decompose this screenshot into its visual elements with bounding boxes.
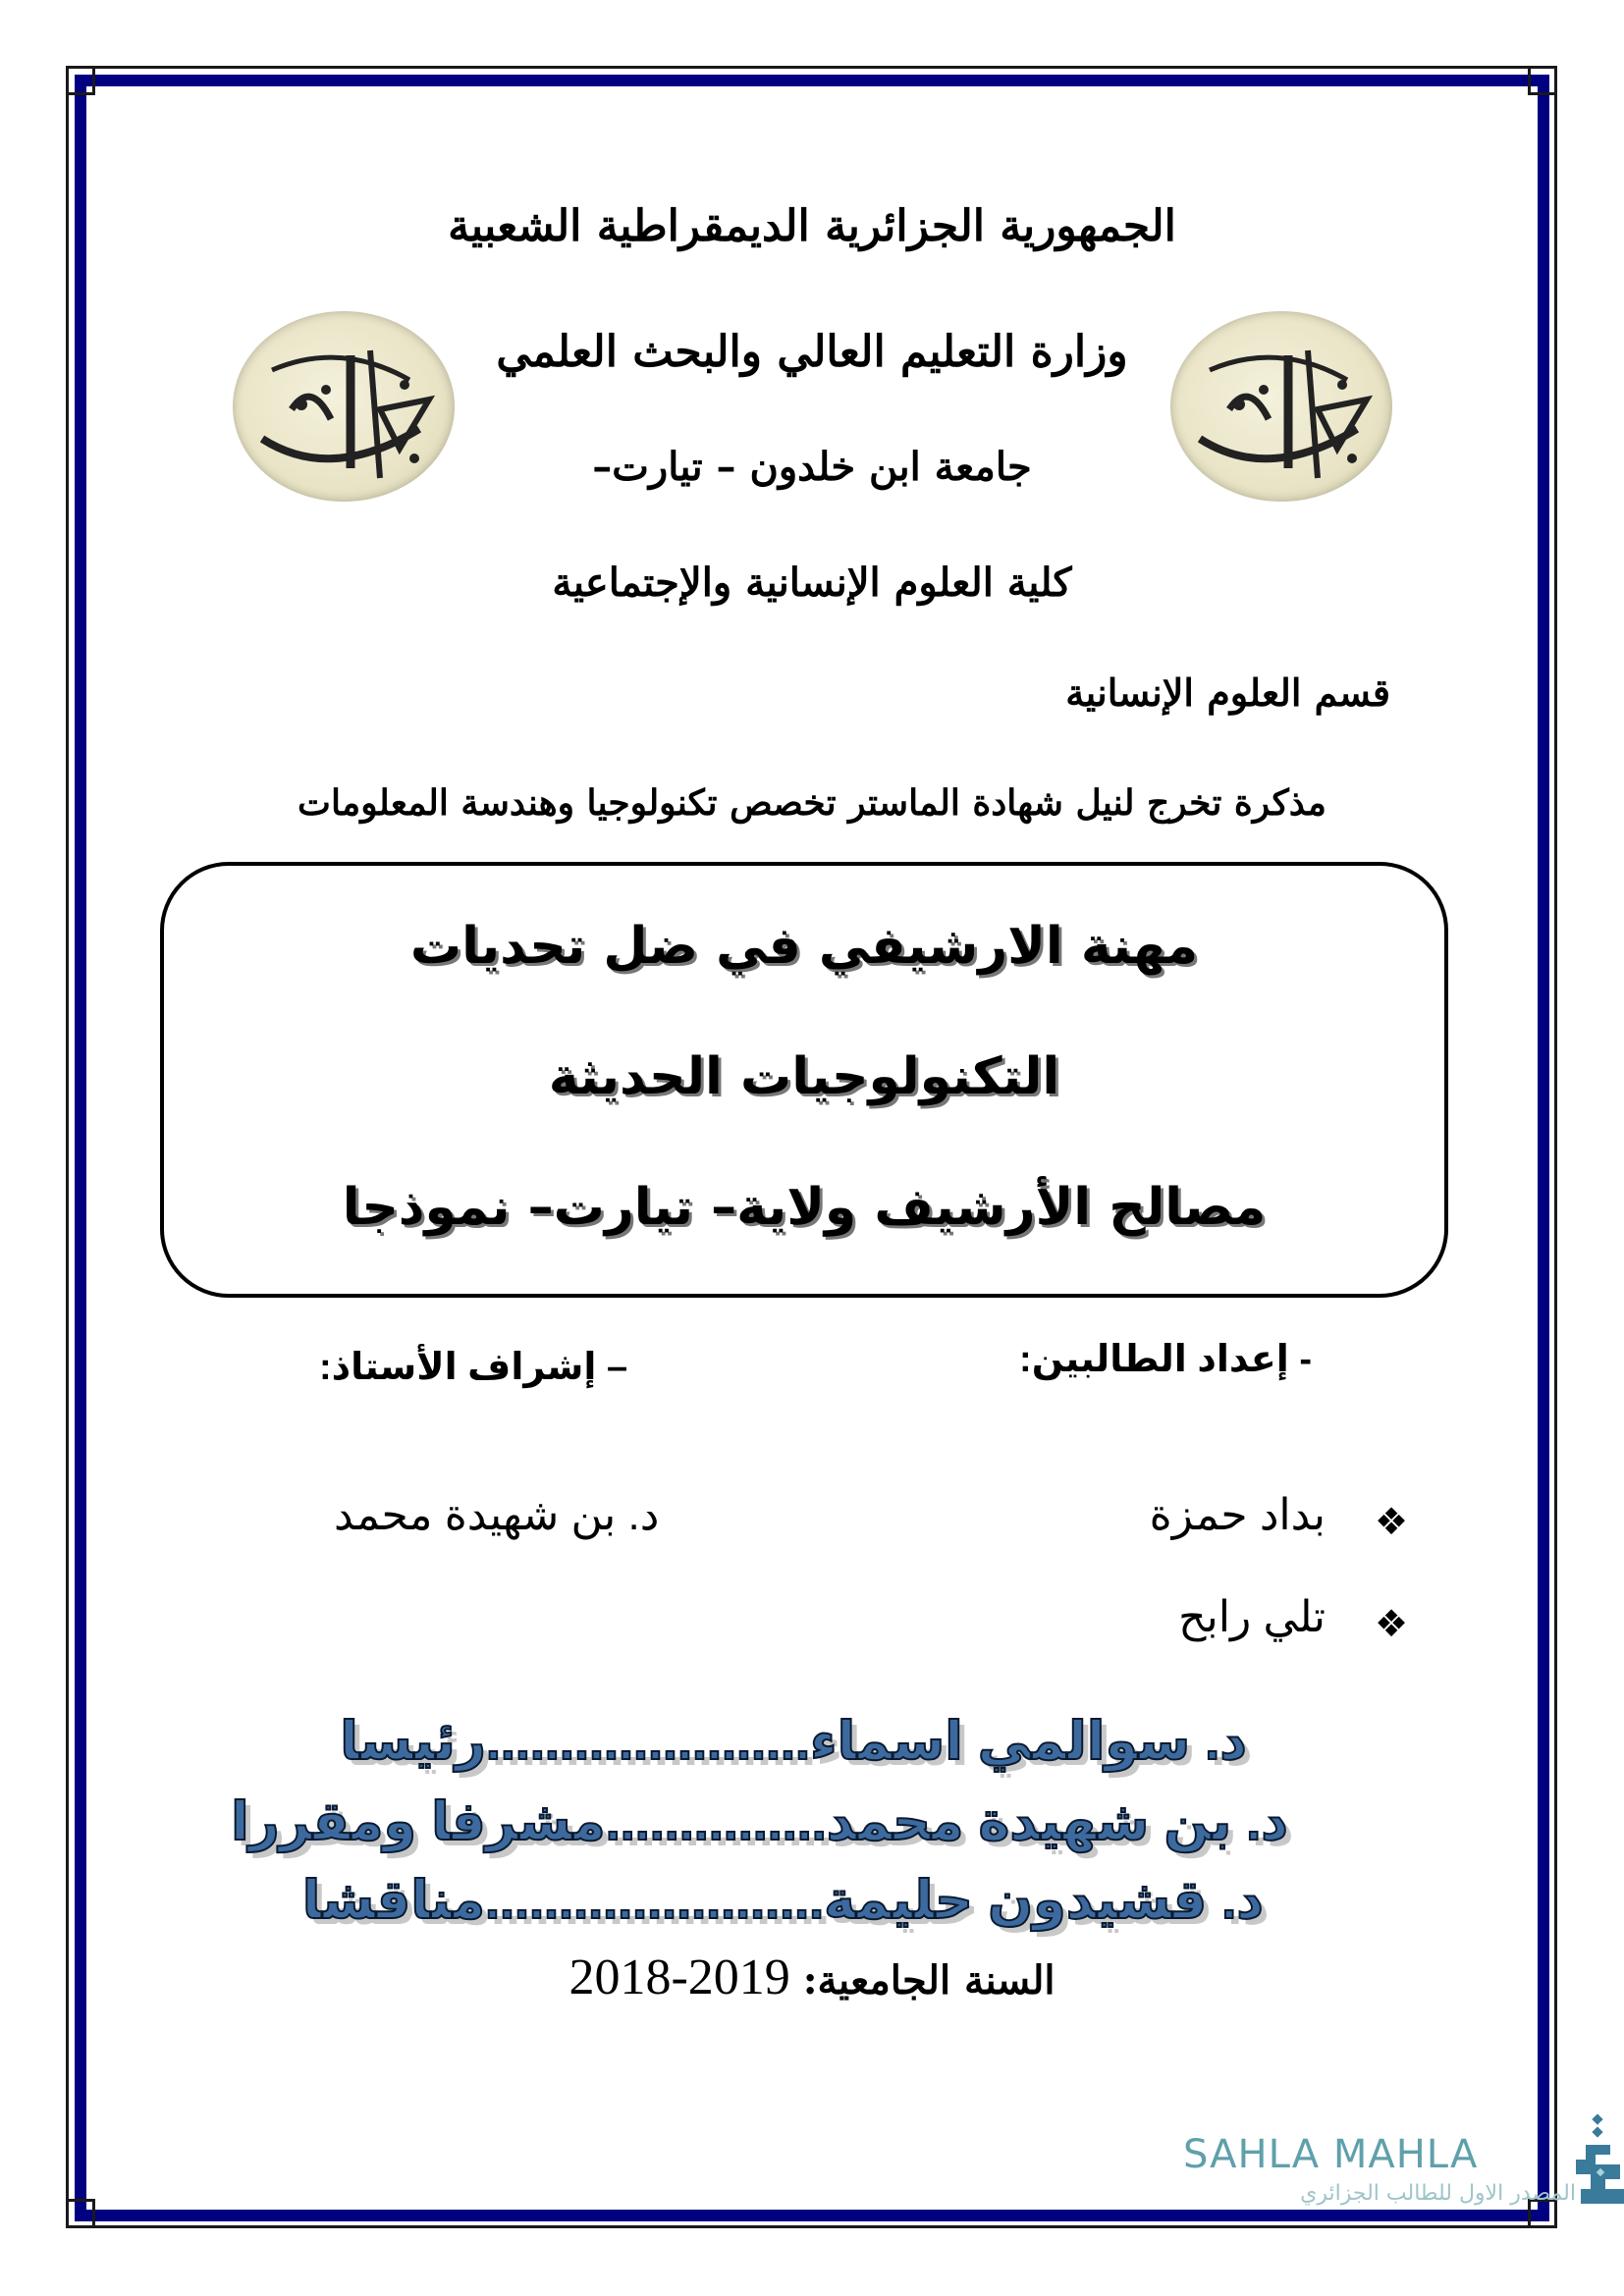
sahla-mahla-watermark — [1183, 2132, 1615, 2240]
jury-dots: ...................... — [485, 1712, 810, 1771]
jury-member-role: مناقشا — [301, 1871, 486, 1930]
calligraphy-seal-icon — [1170, 311, 1392, 502]
academic-year-label: السنة الجامعية: — [802, 1957, 1056, 2003]
watermark-subtitle: المصدر الاول للطالب الجزائري — [1300, 2181, 1576, 2206]
frame-corner-ornament — [1528, 66, 1557, 95]
jury-member-row — [231, 1790, 1288, 1852]
thesis-type: مذكرة تخرج لنيل شهادة الماستر تخصص تكنولوجيا وهندسة المعلومات — [298, 782, 1326, 824]
jury-dots: ....................... — [485, 1871, 825, 1930]
student-name: تلي رابح — [1178, 1593, 1326, 1641]
watermark-title: SAHLA MAHLA — [1183, 2132, 1479, 2177]
university-logo-icon — [1170, 311, 1392, 502]
thesis-title-line-1: مهنة الارشيفي في ضل تحديات — [409, 917, 1199, 976]
diamond-bullet-icon: ❖ — [1375, 1500, 1409, 1543]
thesis-title-line-2: التكنولوجيات الحديثة — [548, 1047, 1060, 1106]
jury-member-row — [340, 1710, 1247, 1772]
republic-heading: الجمهورية الجزائرية الديمقراطية الشعبية — [448, 201, 1176, 251]
jury-member-role: رئيسا — [340, 1712, 486, 1771]
students-label: - إعداد الطالبين: — [1019, 1339, 1312, 1380]
frame-corner-ornament — [66, 2199, 95, 2228]
university-heading: جامعة ابن خلدون – تيارت– — [592, 444, 1032, 490]
sahla-mahla-logo-icon — [1566, 2110, 1624, 2218]
faculty-heading: كلية العلوم الإنسانية والإجتماعية — [552, 560, 1072, 606]
jury-member-name: د. سوالمي اسماء — [810, 1712, 1247, 1771]
thesis-title-line-3: مصالح الأرشيف ولاية– تيارت– نموذجا — [342, 1178, 1267, 1237]
jury-member-role: مشرفا ومقررا — [231, 1792, 606, 1851]
student-name: بداد حمزة — [1149, 1491, 1326, 1539]
jury-member-row — [302, 1869, 1264, 1931]
academic-year — [0, 1949, 1624, 2006]
supervisor-label: – إشراف الأستاذ: — [319, 1347, 628, 1388]
calligraphy-seal-icon — [233, 311, 455, 502]
ministry-heading: وزارة التعليم العالي والبحث العلمي — [496, 327, 1128, 377]
supervisor-name: د. بن شهيدة محمد — [334, 1491, 660, 1539]
jury-member-name: د. قشيدون حليمة — [824, 1871, 1264, 1930]
jury-dots: ............... — [605, 1792, 827, 1851]
department-heading: قسم العلوم الإنسانية — [1065, 670, 1390, 715]
frame-corner-ornament — [66, 66, 95, 95]
thesis-title-box — [160, 862, 1448, 1298]
diamond-bullet-icon: ❖ — [1375, 1602, 1409, 1645]
academic-year-value: 2018-2019 — [568, 1949, 790, 2005]
university-logo-icon — [233, 311, 455, 502]
jury-member-name: د. بن شهيدة محمد — [826, 1792, 1288, 1851]
